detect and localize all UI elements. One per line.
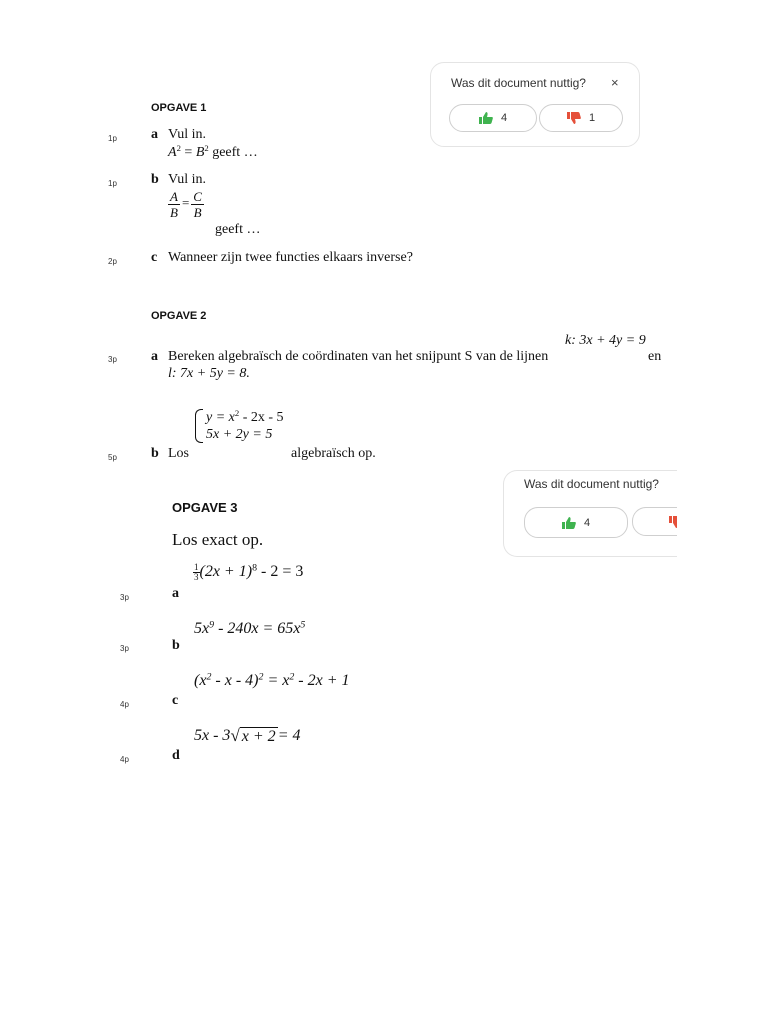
page-clip-right xyxy=(677,470,768,570)
line-k-equation: k: 3x + 4y = 9 xyxy=(565,333,646,348)
thumbs-down-icon xyxy=(567,112,581,124)
question-2b-text-left: Los xyxy=(168,446,189,461)
equation-3d: 5x - 3 √ x + 2 = 4 xyxy=(194,726,301,745)
points-2b: 5p xyxy=(108,453,117,462)
equation-system-2b: $y = x^2 - 2x - 5$ 5x + 2y = 5 xyxy=(195,409,284,443)
letter-3d: d xyxy=(172,748,180,763)
points-1a: 1p xyxy=(108,134,117,143)
opgave-3-title: OPGAVE 3 xyxy=(172,500,238,515)
equation-1a: $A^2 = B^2$ geeft … xyxy=(168,143,258,160)
opgave-1-title: OPGAVE 1 xyxy=(151,102,207,114)
opgave-2-title: OPGAVE 2 xyxy=(151,310,207,322)
letter-3b: b xyxy=(172,638,180,653)
feedback-question-2: Was dit document nuttig? xyxy=(524,477,659,491)
question-1b-tail: geeft … xyxy=(215,222,261,237)
feedback-question: Was dit document nuttig? xyxy=(451,76,586,90)
letter-1b: b xyxy=(151,172,159,187)
question-1a-text: Vul in. xyxy=(168,127,207,142)
question-2b-text-right: algebraïsch op. xyxy=(291,446,376,461)
points-3a: 3p xyxy=(120,593,129,602)
equation-3a: $\frac{1}{3}$ $(2x + 1)^8 - 2 = 3$ xyxy=(194,562,304,582)
thumbs-up-button[interactable] xyxy=(449,104,537,132)
points-2a: 3p xyxy=(108,355,117,364)
letter-3c: c xyxy=(172,693,179,708)
thumbs-down-button[interactable] xyxy=(539,104,623,132)
close-icon[interactable]: × xyxy=(611,75,619,90)
thumbs-up-icon xyxy=(479,112,493,124)
points-1b: 1p xyxy=(108,179,117,188)
question-2a-en: en xyxy=(648,349,662,364)
equation-3c: $(x^2 - x - 4)^2 = x^2 - 2x + 1$ xyxy=(194,671,350,689)
points-3c: 4p xyxy=(120,700,129,709)
equation-1b: $\frac{A}{B}$ = $\frac{C}{B}$ xyxy=(170,189,202,220)
question-1b-text: Vul in. xyxy=(168,172,207,187)
opgave-3-intro: Los exact op. xyxy=(172,530,264,549)
points-1c: 2p xyxy=(108,257,117,266)
thumbs-up-icon xyxy=(562,517,576,529)
points-3b: 3p xyxy=(120,644,129,653)
thumbs-up-count-2: 4 xyxy=(583,516,591,529)
letter-1a: a xyxy=(151,127,158,142)
line-l-equation: l: 7x + 5y = 8. xyxy=(168,366,250,381)
letter-1c: c xyxy=(151,250,158,265)
sqrt-symbol: √ xyxy=(230,726,240,745)
thumbs-up-button-2[interactable] xyxy=(524,507,628,538)
points-3d: 4p xyxy=(120,755,129,764)
letter-2b: b xyxy=(151,446,159,461)
equation-3b: $5x^9 - 240x = 65x^5$ xyxy=(194,619,306,637)
thumbs-down-count: 1 xyxy=(588,112,596,124)
letter-3a: a xyxy=(172,586,179,601)
question-1c-text: Wanneer zijn twee functies elkaars inverse? xyxy=(168,250,413,265)
feedback-widget xyxy=(430,62,640,147)
thumbs-up-count: 4 xyxy=(500,112,508,124)
letter-2a: a xyxy=(151,349,158,364)
question-2a-text: Bereken algebraïsch de coördinaten van het snijpunt S van de lijnen xyxy=(168,349,549,364)
